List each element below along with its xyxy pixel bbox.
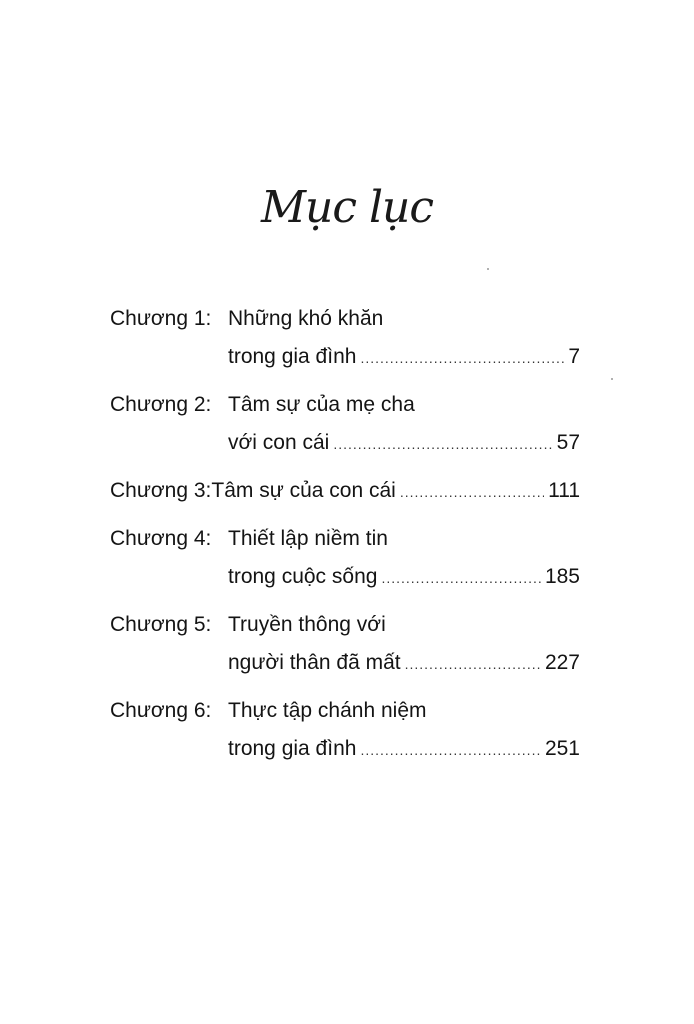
page-number: 111 xyxy=(548,479,580,502)
chapter-label: Chương 4: xyxy=(110,527,212,550)
toc-entry-second-line xyxy=(110,424,580,462)
chapter-label: Chương 2: xyxy=(110,393,212,416)
table-of-contents xyxy=(110,300,580,778)
toc-entry-first-line xyxy=(110,472,580,510)
chapter-title-line2: với con cái xyxy=(228,431,330,454)
toc-entry[interactable] xyxy=(110,300,580,376)
chapter-title-line1: Tâm sự của con cái xyxy=(211,479,396,502)
toc-entry[interactable] xyxy=(110,606,580,682)
chapter-title-line1: Tâm sự của mẹ cha xyxy=(228,393,415,416)
toc-entry[interactable] xyxy=(110,386,580,462)
toc-entry-second-line xyxy=(110,558,580,596)
toc-entry-second-line xyxy=(110,644,580,682)
chapter-title-line1: Truyền thông với xyxy=(228,613,386,636)
toc-entry-second-line xyxy=(110,730,580,768)
chapter-title-line2: trong gia đình xyxy=(228,345,357,368)
page-number: 251 xyxy=(544,737,580,760)
dot-leader xyxy=(400,473,544,511)
dot-leader xyxy=(360,339,564,377)
chapter-label: Chương 3: xyxy=(110,479,212,502)
page-title: Mục lục xyxy=(260,182,434,233)
toc-entry-first-line xyxy=(110,300,580,338)
dot-leader xyxy=(360,731,541,769)
dot-leader xyxy=(333,425,552,463)
page-number: 57 xyxy=(556,431,580,454)
toc-entry[interactable] xyxy=(110,472,580,510)
dot-leader xyxy=(381,559,541,597)
chapter-title-line2: trong gia đình xyxy=(228,737,357,760)
dot-leader xyxy=(405,645,541,683)
toc-entry[interactable] xyxy=(110,520,580,596)
page-number: 185 xyxy=(544,565,580,588)
toc-entry[interactable] xyxy=(110,692,580,768)
toc-entry-first-line xyxy=(110,692,580,730)
chapter-label: Chương 1: xyxy=(110,307,212,330)
toc-entry-first-line xyxy=(110,606,580,644)
chapter-label: Chương 6: xyxy=(110,699,212,722)
chapter-title-line1: Thực tập chánh niệm xyxy=(228,699,427,722)
paper-speck xyxy=(487,268,489,270)
page-number: 227 xyxy=(544,651,580,674)
page-number: 7 xyxy=(568,345,580,368)
chapter-title-line2: người thân đã mất xyxy=(228,651,401,674)
chapter-title-line1: Những khó khăn xyxy=(228,307,384,330)
toc-entry-first-line xyxy=(110,386,580,424)
toc-entry-second-line xyxy=(110,338,580,376)
paper-speck xyxy=(611,378,613,380)
chapter-label: Chương 5: xyxy=(110,613,212,636)
chapter-title-line1: Thiết lập niềm tin xyxy=(228,527,388,550)
chapter-title-line2: trong cuộc sống xyxy=(228,565,378,588)
toc-entry-first-line xyxy=(110,520,580,558)
